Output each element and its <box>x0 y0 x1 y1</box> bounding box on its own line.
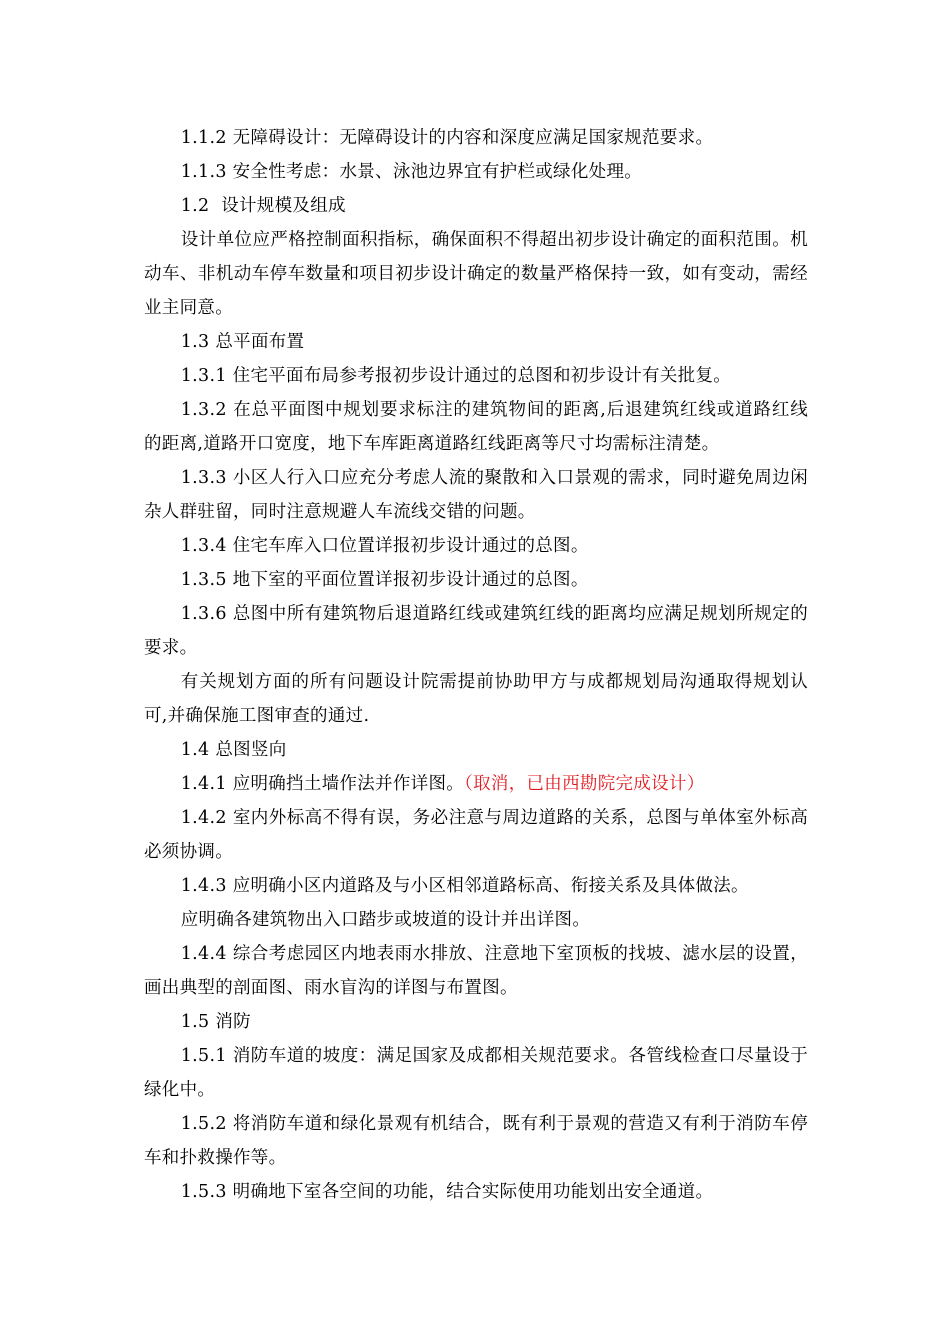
paragraph-text: 有关规划方面的所有问题设计院需提前协助甲方与成都规划局沟通取得规划认可,并确保施工图审查的通过. <box>144 672 808 726</box>
paragraph-1-1-2 <box>144 121 808 155</box>
paragraph-text: 1.3.2 在总平面图中规划要求标注的建筑物间的距离,后退建筑红线或道路红线的距离,道路开口宽度，地下车库距离道路红线距离等尺寸均需标注清楚。 <box>144 400 808 454</box>
document-body <box>144 121 808 1209</box>
paragraph-text: 1.1.3 安全性考虑：水景、泳池边界宜有护栏或绿化处理。 <box>180 162 643 182</box>
paragraph-text: 设计单位应严格控制面积指标，确保面积不得超出初步设计确定的面积范围。机动车、非机动车停车数量和项目初步设计确定的数量严格保持一致，如有变动，需经业主同意。 <box>144 230 808 318</box>
paragraph-text: 1.4.4 综合考虑园区内地表雨水排放、注意地下室顶板的找坡、滤水层的设置，画出典型的剖面图、雨水盲沟的详图与布置图。 <box>144 944 808 998</box>
heading-1-4 <box>144 733 808 767</box>
heading-1-5 <box>144 1005 808 1039</box>
paragraph-text: 1.4.1 应明确挡土墙作法并作详图。 <box>180 774 465 794</box>
paragraph-1-4-2 <box>144 801 808 869</box>
paragraph-planning <box>144 665 808 733</box>
paragraph-area-control <box>144 223 808 325</box>
paragraph-text: 1.3.3 小区人行入口应充分考虑人流的聚散和入口景观的需求，同时避免周边闲杂人群驻留，同时注意规避人车流线交错的问题。 <box>144 468 808 522</box>
heading-text: 1.3 总平面布置 <box>180 332 305 352</box>
heading-1-2 <box>144 189 808 223</box>
paragraph-1-4-3 <box>144 869 808 903</box>
paragraph-1-3-6 <box>144 597 808 665</box>
paragraph-entrance-design <box>144 903 808 937</box>
paragraph-text: 1.4.3 应明确小区内道路及与小区相邻道路标高、衔接关系及具体做法。 <box>180 876 749 896</box>
paragraph-1-3-1 <box>144 359 808 393</box>
cancellation-note: （取消，已由西勘院完成设计） <box>464 774 705 794</box>
paragraph-1-1-3 <box>144 155 808 189</box>
paragraph-1-5-2 <box>144 1107 808 1175</box>
paragraph-text: 1.5.3 明确地下室各空间的功能，结合实际使用功能划出安全通道。 <box>180 1182 714 1202</box>
paragraph-1-3-2 <box>144 393 808 461</box>
paragraph-text: 1.3.1 住宅平面布局参考报初步设计通过的总图和初步设计有关批复。 <box>180 366 732 386</box>
paragraph-text: 1.3.5 地下室的平面位置详报初步设计通过的总图。 <box>180 570 589 590</box>
paragraph-1-3-5 <box>144 563 808 597</box>
paragraph-1-5-1 <box>144 1039 808 1107</box>
paragraph-text: 1.5.2 将消防车道和绿化景观有机结合，既有利于景观的营造又有利于消防车停车和扑救操作等。 <box>144 1114 808 1168</box>
paragraph-text: 1.4.2 室内外标高不得有误，务必注意与周边道路的关系，总图与单体室外标高必须协调。 <box>144 808 808 862</box>
paragraph-text: 1.3.4 住宅车库入口位置详报初步设计通过的总图。 <box>180 536 589 556</box>
paragraph-1-4-1 <box>144 767 808 801</box>
paragraph-text: 1.5.1 消防车道的坡度：满足国家及成都相关规范要求。各管线检查口尽量设于绿化中。 <box>144 1046 808 1100</box>
heading-1-3 <box>144 325 808 359</box>
paragraph-text: 1.1.2 无障碍设计：无障碍设计的内容和深度应满足国家规范要求。 <box>180 128 714 148</box>
heading-text: 1.4 总图竖向 <box>180 740 287 760</box>
heading-text: 1.5 消防 <box>180 1012 251 1032</box>
paragraph-text: 应明确各建筑物出入口踏步或坡道的设计并出详图。 <box>180 910 591 930</box>
paragraph-1-5-3 <box>144 1175 808 1209</box>
paragraph-text: 1.3.6 总图中所有建筑物后退道路红线或建筑红线的距离均应满足规划所规定的要求。 <box>144 604 808 658</box>
paragraph-1-4-4 <box>144 937 808 1005</box>
paragraph-1-3-4 <box>144 529 808 563</box>
heading-text: 1.2 设计规模及组成 <box>180 196 346 216</box>
paragraph-1-3-3 <box>144 461 808 529</box>
